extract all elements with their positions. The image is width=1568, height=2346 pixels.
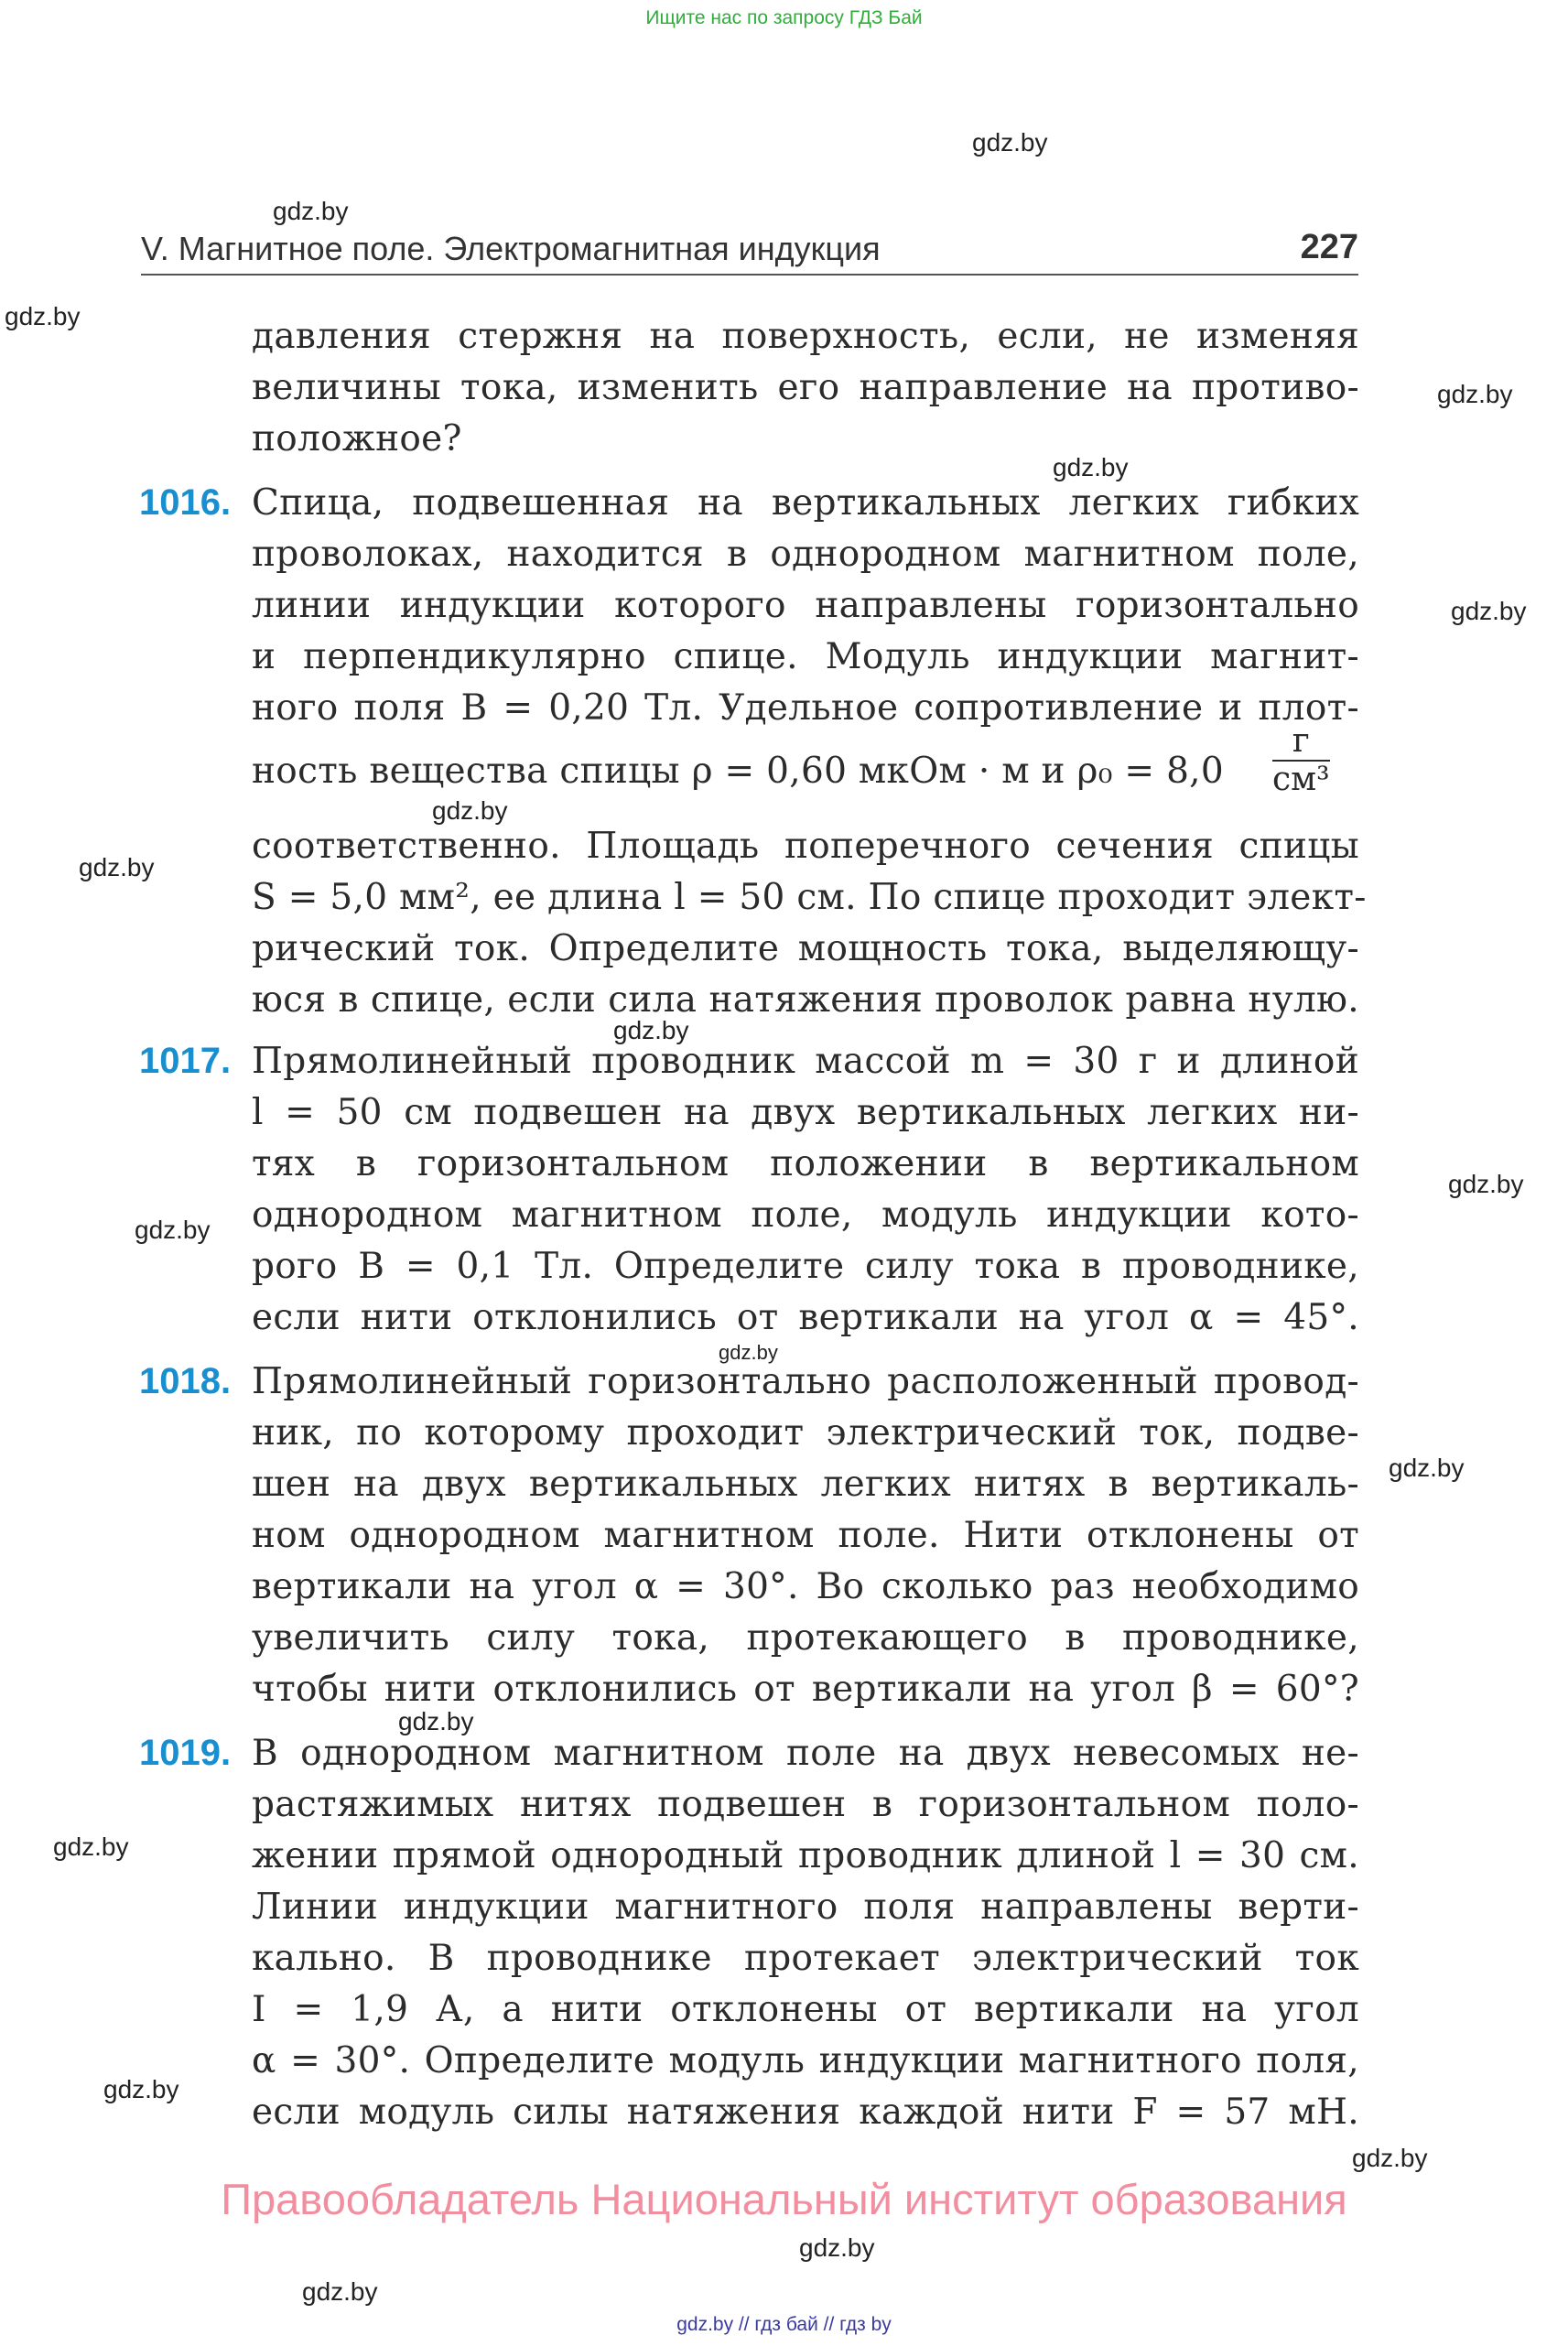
text-line: В однородном магнитном поле на двух невесомых не-	[252, 1733, 1359, 1774]
footer-links[interactable]: gdz.by // гдз бай // гдз by	[676, 2314, 892, 2335]
watermark: gdz.by	[799, 2233, 875, 2262]
watermark: gdz.by	[5, 302, 81, 330]
text-line: Спица, подвешенная на вертикальных легких гибких	[252, 482, 1359, 524]
text-line: рический ток. Определите мощность тока, выделяющу-	[252, 928, 1359, 969]
watermark: gdz.by	[1053, 453, 1129, 481]
text-line: тях в горизонтальном положении в вертикальном	[252, 1143, 1359, 1184]
watermark: gdz.by	[1352, 2144, 1428, 2172]
watermark: gdz.by	[79, 853, 155, 881]
text-line: ник, по которому проходит электрический ток, подве-	[252, 1412, 1359, 1454]
text-line: l = 50 см подвешен на двух вертикальных легких ни-	[252, 1092, 1359, 1133]
problem-number: 1019.	[139, 1733, 232, 1773]
text-line: ность вещества спицы ρ = 0,60 мкОм · м и ρ₀ = 8,0	[252, 751, 1224, 792]
watermark: gdz.by	[1451, 597, 1527, 625]
copyright-owner: Правообладатель Национальный институт образования	[221, 2175, 1347, 2223]
text-line: если модуль силы натяжения каждой нити F = 57 мН.	[252, 2092, 1359, 2133]
watermark: gdz.by	[273, 197, 349, 225]
problem-number: 1016.	[139, 482, 232, 523]
watermark: gdz.by	[135, 1216, 211, 1244]
chapter-title: V. Магнитное поле. Электромагнитная индукция	[141, 230, 881, 267]
text-line: S = 5,0 мм², ее длина l = 50 см. По спице проходит элект-	[252, 877, 1367, 918]
watermark: gdz.by	[398, 1707, 474, 1735]
text-line: α = 30°. Определите модуль индукции магнитного поля,	[252, 2040, 1359, 2081]
page-header	[141, 226, 1358, 276]
text-line: I = 1,9 А, а нити отклонены от вертикали на угол	[252, 1989, 1359, 2030]
text-line: положное?	[252, 418, 462, 459]
text-line: ного поля B = 0,20 Тл. Удельное сопротивление и плот-	[252, 687, 1359, 729]
text-line: кально. В проводнике протекает электрический ток	[252, 1938, 1359, 1979]
text-line: Прямолинейный горизонтально расположенный провод-	[252, 1361, 1359, 1402]
text-line: Линии индукции магнитного поля направлены верти-	[252, 1887, 1359, 1928]
text-line: растяжимых нитях подвешен в горизонтальном поло-	[252, 1784, 1359, 1825]
text-line: Прямолинейный проводник массой m = 30 г и длиной	[252, 1041, 1359, 1082]
text-line: величины тока, изменить его направление на противо-	[252, 367, 1359, 408]
text-line: линии индукции которого направлены горизонтально	[252, 585, 1359, 626]
text-line: проволоках, находится в однородном магнитном поле,	[252, 534, 1359, 575]
page-number: 227	[1300, 228, 1358, 266]
watermark: gdz.by	[53, 1832, 129, 1861]
text-line: шен на двух вертикальных легких нитях в вертикаль-	[252, 1464, 1359, 1505]
watermark: gdz.by	[103, 2075, 179, 2103]
density-fraction	[1272, 723, 1330, 798]
text-line: чтобы нити отклонились от вертикали на угол β = 60°?	[252, 1669, 1359, 1710]
text-line: юся в спице, если сила натяжения проволок равна нулю.	[252, 979, 1359, 1021]
watermark: gdz.by	[302, 2277, 378, 2306]
text-line: соответственно. Площадь поперечного сечения спицы	[252, 826, 1359, 867]
watermark: gdz.by	[1389, 1454, 1465, 1482]
problem-number: 1017.	[139, 1041, 232, 1081]
text-line: жении прямой однородный проводник длиной l = 30 см.	[252, 1835, 1359, 1876]
watermark: gdz.by	[1437, 380, 1513, 408]
text-line: однородном магнитном поле, модуль индукции кото-	[252, 1195, 1359, 1236]
watermark: gdz.by	[1448, 1170, 1524, 1198]
top-search-link[interactable]: Ищите нас по запросу ГДЗ Бай	[645, 7, 923, 28]
watermark: gdz.by	[972, 128, 1048, 157]
text-line: давления стержня на поверхность, если, не изменяя	[252, 316, 1359, 357]
fraction-numerator: г	[1272, 723, 1330, 762]
text-line: если нити отклонились от вертикали на угол α = 45°.	[252, 1297, 1359, 1338]
text-line: и перпендикулярно спице. Модуль индукции магнит-	[252, 636, 1359, 677]
text-line: рого B = 0,1 Тл. Определите силу тока в проводнике,	[252, 1246, 1359, 1287]
text-line: вертикали на угол α = 30°. Во сколько раз необходимо	[252, 1566, 1359, 1607]
watermark: gdz.by	[432, 796, 508, 825]
text-line: ном однородном магнитном поле. Нити отклонены от	[252, 1515, 1359, 1556]
problem-number: 1018.	[139, 1361, 232, 1401]
watermark: gdz.by	[719, 1341, 778, 1364]
watermark: gdz.by	[613, 1016, 689, 1044]
text-line: увеличить силу тока, протекающего в проводнике,	[252, 1617, 1359, 1659]
fraction-denominator: см³	[1272, 761, 1330, 798]
